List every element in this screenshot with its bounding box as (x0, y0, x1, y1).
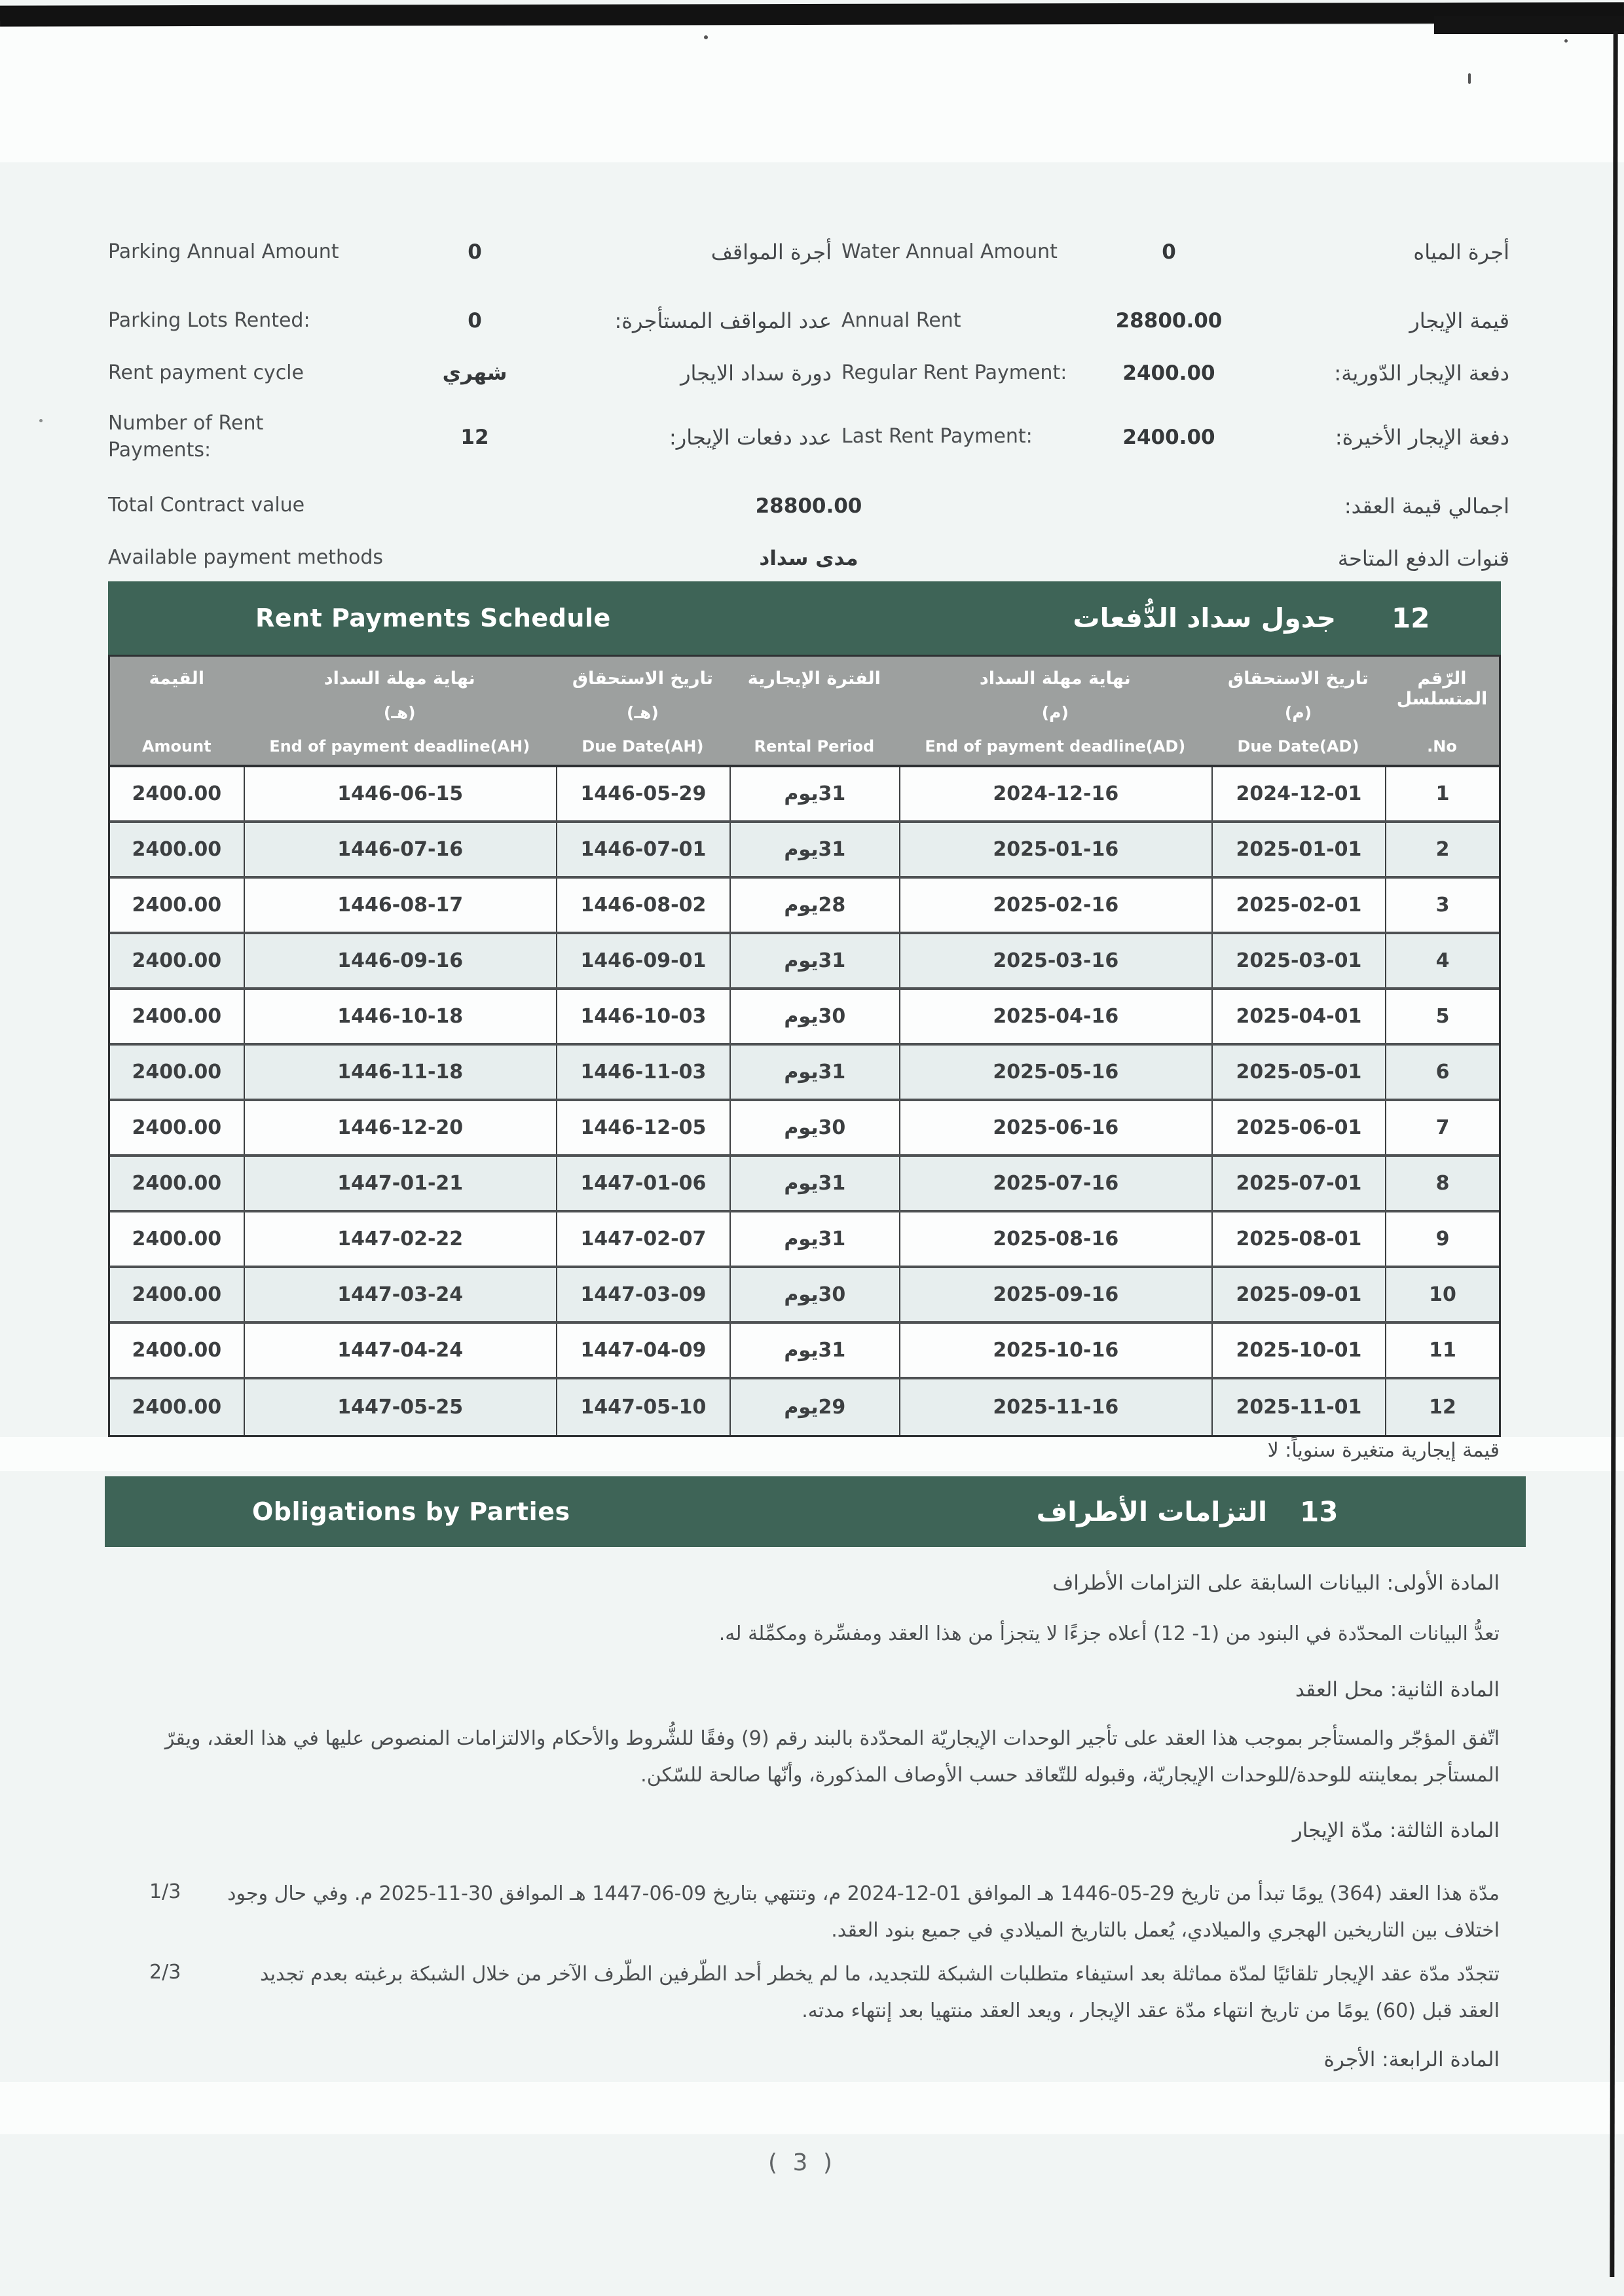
field-label-en: Regular Rent Payment: (841, 361, 1067, 384)
cell-due-ah: 1446-10-03 (556, 990, 729, 1043)
scan-artifact-top-bar-right (1434, 16, 1624, 34)
col-header-ar: الفترة الإيجارية (747, 668, 881, 689)
cell-due-ah: 1447-01-06 (556, 1157, 729, 1210)
cell-due-ah: 1447-05-10 (556, 1379, 729, 1435)
cell-period: 31يوم (729, 1324, 899, 1377)
cell-due-ah: 1447-02-07 (556, 1212, 729, 1266)
article1-body: تعدُّ البيانات المحدّدة في البنود من (1- 12) أعلاه جزءًا لا يتجزأ من هذا العقد ومفسِّرة ومكمِّلة له. (718, 1622, 1500, 1645)
scan-band (0, 2082, 1624, 2134)
table-row (110, 879, 1499, 934)
field-label-en: Rent payment cycle (108, 361, 304, 384)
cell-period: 30يوم (729, 990, 899, 1043)
cell-no: 11 (1385, 1324, 1499, 1377)
field-label-ar: عدد المواقف المستأجرة: (614, 308, 832, 333)
col-header-ar: نهاية مهلة السداد (323, 668, 475, 689)
cell-due-ah: 1446-11-03 (556, 1046, 729, 1099)
field-value: 28800.00 (1115, 309, 1223, 333)
field-label-ar: دورة سداد الايجار (680, 361, 832, 386)
field-label-en: Number of Rent Payments: (108, 412, 264, 462)
cell-end-ah: 1447-03-24 (244, 1268, 556, 1321)
scan-speck (704, 35, 708, 39)
cell-due-ad: 2024-12-01 (1211, 767, 1385, 820)
cell-period: 31يوم (729, 1212, 899, 1266)
section-title-en: Rent Payments Schedule (255, 604, 611, 632)
col-header-en: End of payment deadline(AD) (925, 737, 1186, 756)
cell-no: 10 (1385, 1268, 1499, 1321)
cell-period: 28يوم (729, 879, 899, 932)
section-number: 13 (1300, 1495, 1338, 1528)
field-label-ar: دفعة الإيجار الأخيرة: (1335, 424, 1509, 450)
cell-end-ah: 1446-10-18 (244, 990, 556, 1043)
cell-period: 31يوم (729, 1046, 899, 1099)
cell-due-ad: 2025-03-01 (1211, 934, 1385, 987)
cell-due-ah: 1446-12-05 (556, 1101, 729, 1154)
field-value: 12 (460, 425, 489, 449)
field-row (108, 530, 1509, 586)
cell-due-ah: 1446-05-29 (556, 767, 729, 820)
col-header-en: Amount (141, 737, 212, 756)
variable-rent-note: قيمة إيجارية متغيرة سنوياً: لا (1267, 1439, 1500, 1462)
field-label-en: Last Rent Payment: (841, 425, 1033, 448)
col-header-no (1385, 657, 1499, 765)
cell-end-ah: 1446-09-16 (244, 934, 556, 987)
field-label-ar: أجرة المواقف (710, 240, 832, 264)
cell-period: 31يوم (729, 1157, 899, 1210)
cell-no: 9 (1385, 1212, 1499, 1266)
cell-no: 6 (1385, 1046, 1499, 1099)
cell-no: 3 (1385, 879, 1499, 932)
col-header-en: Rental Period (754, 737, 875, 756)
cell-due-ah: 1446-07-01 (556, 823, 729, 876)
table-row (110, 1324, 1499, 1379)
field-value: مدى سداد (759, 546, 858, 570)
clause-number: 2/3 (149, 1961, 181, 1984)
cell-end-ad: 2025-03-16 (899, 934, 1211, 987)
cell-amount: 2400.00 (132, 782, 222, 805)
section-number: 12 (1392, 602, 1430, 634)
cell-end-ad: 2025-05-16 (899, 1046, 1211, 1099)
cell-end-ad: 2024-12-16 (899, 767, 1211, 820)
cell-due-ad: 2025-02-01 (1211, 879, 1385, 932)
cell-end-ah: 1446-08-17 (244, 879, 556, 932)
cell-period: 30يوم (729, 1268, 899, 1321)
cell-amount: 2400.00 (132, 1116, 222, 1139)
col-header-ar: تاريخ الاستحقاق (572, 668, 713, 689)
cell-due-ah: 1447-03-09 (556, 1268, 729, 1321)
col-header-en: .No (1427, 737, 1457, 756)
cell-end-ah: 1447-02-22 (244, 1212, 556, 1266)
cell-end-ad: 2025-08-16 (899, 1212, 1211, 1266)
cell-no: 2 (1385, 823, 1499, 876)
field-value: 0 (468, 309, 482, 333)
table-row (110, 1157, 1499, 1212)
field-label-ar: قيمة الإيجار (1409, 308, 1509, 333)
field-row (841, 344, 1509, 403)
scan-speck (39, 419, 43, 422)
col-header-en: Due Date(AH) (581, 737, 704, 756)
field-label-ar: أجرة المياه (1413, 240, 1509, 264)
article3-heading: المادة الثالثة: مدّة الإيجار (1292, 1819, 1500, 1842)
col-header-amount (110, 657, 244, 765)
cell-no: 4 (1385, 934, 1499, 987)
cell-due-ad: 2025-01-01 (1211, 823, 1385, 876)
cell-end-ah: 1446-07-16 (244, 823, 556, 876)
cell-end-ah: 1447-05-25 (244, 1379, 556, 1435)
cell-due-ah: 1447-04-09 (556, 1324, 729, 1377)
col-header-ar: الرّقم المتسلسل (1396, 668, 1488, 709)
article3-clause1: مدّة هذا العقد (364) يومًا تبدأ من تاريخ 29-05-1446 هـ الموافق 01-12-2024 م، وتنتهي بتاريخ 09-06-1447 هـ الموافق 30-11-2025 م. وفي حال وجود اختلاف بين التاريخين الهجري والميلادي، يُعمل بالتاريخ الميلادي في جميع بنود العقد. (227, 1882, 1500, 1942)
cell-amount: 2400.00 (132, 894, 222, 917)
table-row (110, 934, 1499, 990)
cell-due-ad: 2025-06-01 (1211, 1101, 1385, 1154)
cell-due-ad: 2025-05-01 (1211, 1046, 1385, 1099)
cell-end-ad: 2025-07-16 (899, 1157, 1211, 1210)
cell-due-ad: 2025-07-01 (1211, 1157, 1385, 1210)
table-row (110, 823, 1499, 879)
cell-amount: 2400.00 (132, 1228, 222, 1250)
field-value: 2400.00 (1122, 425, 1215, 449)
cell-amount: 2400.00 (132, 1061, 222, 1084)
col-header-due-date-ad (1211, 657, 1385, 765)
article1-heading: المادة الأولى: البيانات السابقة على التزامات الأطراف (1052, 1571, 1500, 1595)
col-header-en: End of payment deadline(AH) (269, 737, 530, 756)
scan-artifact-top-bar (0, 2, 1624, 26)
col-header-ar: القيمة (149, 668, 204, 689)
field-label-ar: اجمالي قيمة العقد: (1344, 493, 1509, 519)
cell-end-ah: 1447-04-24 (244, 1324, 556, 1377)
field-value: شهري (442, 361, 507, 385)
col-header-rental-period (729, 657, 899, 765)
field-row (841, 291, 1509, 350)
field-row (841, 403, 1509, 471)
section-bar-obligations (105, 1476, 1526, 1547)
article4-heading: المادة الرابعة: الأجرة (1323, 2048, 1500, 2071)
cell-end-ah: 1447-01-21 (244, 1157, 556, 1210)
cell-due-ah: 1446-09-01 (556, 934, 729, 987)
field-value: 0 (468, 240, 482, 264)
field-label-en: Total Contract value (108, 494, 305, 517)
col-header-ar: نهاية مهلة السداد (979, 668, 1131, 689)
section-title-ar: جدول سداد الدُّفعات (1073, 602, 1336, 634)
section-title-en: Obligations by Parties (252, 1497, 570, 1526)
section-title-ar: التزامات الأطراف (1036, 1496, 1267, 1527)
section-bar-rent-payments (108, 581, 1501, 655)
field-label-en: Water Annual Amount (841, 240, 1058, 263)
cell-amount: 2400.00 (132, 1339, 222, 1362)
table-row (110, 1212, 1499, 1268)
cell-end-ah: 1446-06-15 (244, 767, 556, 820)
field-row (108, 403, 832, 471)
cell-due-ad: 2025-04-01 (1211, 990, 1385, 1043)
cell-due-ah: 1446-08-02 (556, 879, 729, 932)
table-row (110, 1046, 1499, 1101)
cell-end-ad: 2025-11-16 (899, 1379, 1211, 1435)
field-label-en: Available payment methods (108, 546, 383, 570)
cell-no: 1 (1385, 767, 1499, 820)
cell-end-ad: 2025-02-16 (899, 879, 1211, 932)
field-row (841, 216, 1509, 288)
field-row (108, 344, 832, 403)
cell-end-ad: 2025-06-16 (899, 1101, 1211, 1154)
table-row (110, 767, 1499, 823)
field-label-ar: دفعة الإيجار الدّورية: (1334, 361, 1509, 386)
cell-no: 5 (1385, 990, 1499, 1043)
cell-period: 29يوم (729, 1379, 899, 1435)
table-row (110, 1268, 1499, 1324)
cell-amount: 2400.00 (132, 838, 222, 861)
cell-end-ah: 1446-11-18 (244, 1046, 556, 1099)
cell-amount: 2400.00 (132, 1172, 222, 1195)
cell-due-ad: 2025-08-01 (1211, 1212, 1385, 1266)
cell-end-ad: 2025-10-16 (899, 1324, 1211, 1377)
field-row (108, 291, 832, 350)
scan-speck (1468, 73, 1471, 84)
article2-body: اتّفق المؤجّر والمستأجر بموجب هذا العقد على تأجير الوحدات الإيجاريّة المحدّدة بالبند رقم (9) وفقًا للشُّروط والأحكام والالتزامات المنصوص عليها في هذا العقد، ويقرّ المستأجر بمعاينته للوحدة/للوحدات الإيجاريّة، وقبوله للتّعاقد حسب الأوصاف المذكورة، وأنّها صالحة للسّكن. (164, 1727, 1500, 1787)
col-header-sub: (م) (1284, 703, 1312, 722)
col-header-sub: (م) (1041, 703, 1069, 722)
cell-period: 30يوم (729, 1101, 899, 1154)
article2-heading: المادة الثانية: محل العقد (1295, 1678, 1500, 1702)
field-label-ar: عدد دفعات الإيجار: (669, 424, 832, 450)
page-number: ( 3 ) (768, 2149, 836, 2176)
cell-no: 12 (1385, 1379, 1499, 1435)
table-row (110, 990, 1499, 1046)
scan-artifact-right-line (1610, 31, 1617, 2277)
clause-number: 1/3 (149, 1880, 181, 1903)
scan-speck (1564, 39, 1568, 43)
cell-due-ad: 2025-11-01 (1211, 1379, 1385, 1435)
field-label-en: Parking Annual Amount (108, 240, 339, 263)
article3-clause2: تتجدّد مدّة عقد الإيجار تلقائيًا لمدّة مماثلة بعد استيفاء متطلبات الشبكة للتجديد، ما لم يخطر أحد الطّرفين الطّرف الآخر من خلال الشبكة برغبته بعدم تجديد العقد قبل (60) يومًا من تاريخ انتهاء مدّة عقد الإيجار ، ويعد العقد منتهيا بعد إنتهاء مدته. (259, 1963, 1500, 2023)
field-label-en: Parking Lots Rented: (108, 308, 310, 332)
field-value: 0 (1162, 240, 1176, 264)
cell-amount: 2400.00 (132, 949, 222, 972)
scan-band (0, 25, 1624, 162)
cell-period: 31يوم (729, 934, 899, 987)
cell-period: 31يوم (729, 823, 899, 876)
payments-table-header (108, 655, 1501, 767)
field-value: 2400.00 (1122, 361, 1215, 385)
cell-amount: 2400.00 (132, 1005, 222, 1028)
cell-end-ad: 2025-04-16 (899, 990, 1211, 1043)
cell-end-ad: 2025-09-16 (899, 1268, 1211, 1321)
cell-amount: 2400.00 (132, 1283, 222, 1306)
col-header-end-deadline-ad (899, 657, 1211, 765)
field-row (108, 216, 832, 288)
cell-end-ad: 2025-01-16 (899, 823, 1211, 876)
col-header-en: Due Date(AD) (1237, 737, 1359, 756)
col-header-ar: تاريخ الاستحقاق (1228, 668, 1369, 689)
field-label-ar: قنوات الدفع المتاحة (1337, 545, 1509, 571)
cell-no: 8 (1385, 1157, 1499, 1210)
payments-table-body (108, 767, 1501, 1437)
col-header-due-date-ah (556, 657, 729, 765)
table-row (110, 1379, 1499, 1435)
col-header-sub: (هـ) (627, 703, 659, 722)
cell-end-ah: 1446-12-20 (244, 1101, 556, 1154)
field-value: 28800.00 (755, 494, 862, 518)
cell-period: 31يوم (729, 767, 899, 820)
field-label-en: Annual Rent (841, 308, 961, 332)
field-row (108, 478, 1509, 534)
col-header-end-deadline-ah (244, 657, 556, 765)
table-row (110, 1101, 1499, 1157)
cell-no: 7 (1385, 1101, 1499, 1154)
cell-due-ad: 2025-10-01 (1211, 1324, 1385, 1377)
cell-due-ad: 2025-09-01 (1211, 1268, 1385, 1321)
cell-amount: 2400.00 (132, 1396, 222, 1419)
col-header-sub: (هـ) (383, 703, 416, 722)
